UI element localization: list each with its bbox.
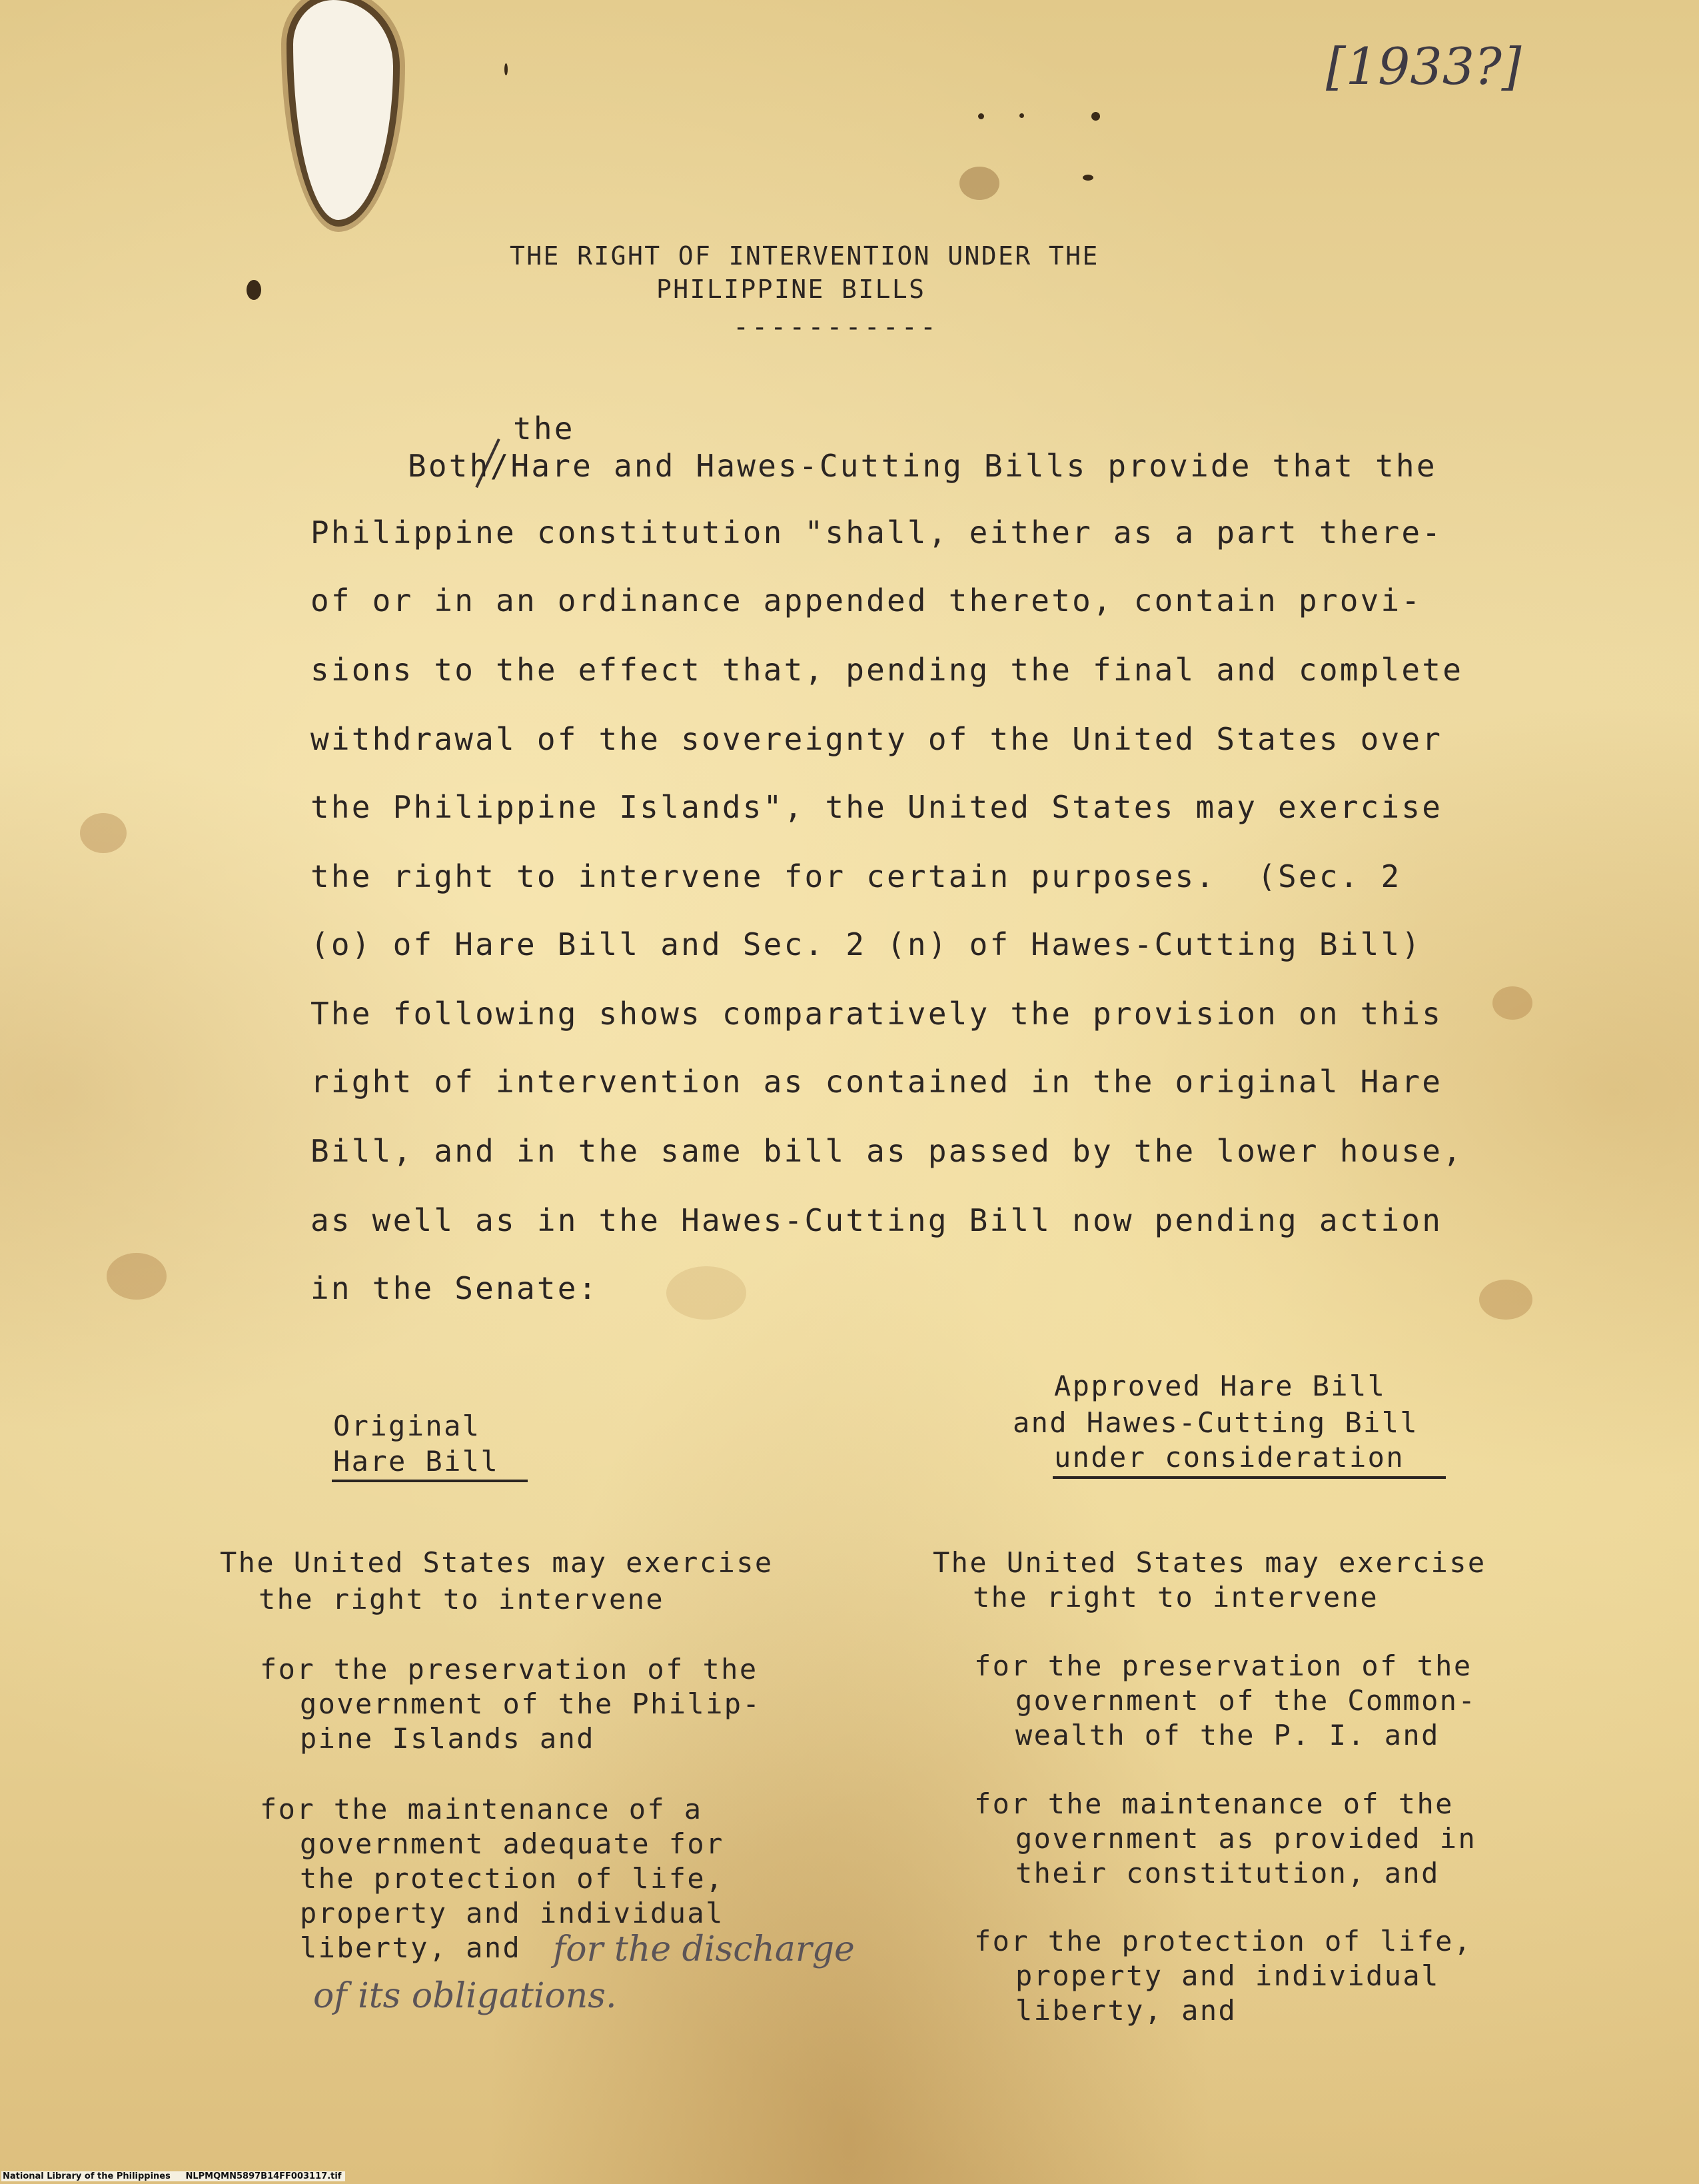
speck	[978, 113, 984, 119]
right-item-2: for the maintenance of the	[974, 1787, 1454, 1820]
torn-hole	[293, 0, 393, 220]
right-intro: The United States may exercise	[933, 1546, 1486, 1579]
stain	[959, 167, 999, 200]
handwritten-addition: of its obligations.	[313, 1976, 617, 2016]
handwritten-date: [1933?]	[1326, 37, 1522, 96]
body-line: Both/Hare and Hawes-Cutting Bills provide that the	[408, 448, 1437, 484]
right-item-2: their constitution, and	[1015, 1857, 1440, 1889]
right-heading-line-2: and Hawes-Cutting Bill	[1013, 1406, 1419, 1439]
left-intro: The United States may exercise	[220, 1546, 774, 1579]
body-line: The following shows comparatively the provision on this	[310, 996, 1443, 1032]
title-underline: -----------	[733, 312, 939, 343]
stain	[1479, 1280, 1532, 1320]
left-item-2: the protection of life,	[300, 1862, 724, 1895]
handwritten-addition: for the discharge	[553, 1929, 855, 1969]
body-line: (o) of Hare Bill and Sec. 2 (n) of Hawes-Cutting Bill)	[310, 926, 1422, 962]
speck	[1083, 175, 1093, 181]
left-item-1: pine Islands and	[300, 1722, 595, 1755]
right-item-3: property and individual	[1015, 1959, 1440, 1992]
body-line: of or in an ordinance appended thereto, contain provi-	[310, 582, 1422, 618]
right-item-3: liberty, and	[1015, 1994, 1237, 2027]
title-line-2: PHILIPPINE BILLS	[656, 275, 926, 304]
body-line: in the Senate:	[310, 1270, 599, 1306]
right-item-1: wealth of the P. I. and	[1015, 1719, 1440, 1751]
inserted-word: the	[513, 411, 575, 447]
right-item-3: for the protection of life,	[974, 1925, 1472, 1957]
left-intro: the right to intervene	[259, 1583, 665, 1616]
left-heading-line-1: Original	[333, 1410, 481, 1442]
left-item-2: property and individual	[300, 1897, 724, 1929]
right-item-1: for the preservation of the	[974, 1649, 1472, 1682]
left-item-2: for the maintenance of a	[260, 1793, 703, 1825]
body-line: right of intervention as contained in the original Hare	[310, 1064, 1443, 1100]
body-line: sions to the effect that, pending the final and complete	[310, 652, 1464, 688]
body-line: the Philippine Islands", the United States may exercise	[310, 789, 1443, 825]
body-line: Bill, and in the same bill as passed by the lower house,	[310, 1133, 1464, 1169]
left-item-2: liberty, and	[300, 1931, 522, 1964]
stain	[666, 1266, 746, 1320]
scan-footer: National Library of the Philippines NLPMQMN5897B14FF003117.tif	[1, 2171, 345, 2181]
right-heading-line-1: Approved Hare Bill	[1054, 1370, 1387, 1402]
right-item-1: government of the Common-	[1015, 1684, 1477, 1717]
left-heading-underline	[332, 1480, 528, 1482]
left-item-1: government of the Philip-	[300, 1687, 762, 1720]
stain	[80, 813, 127, 853]
right-heading-line-3: under consideration	[1054, 1441, 1405, 1474]
speck	[504, 63, 508, 75]
left-heading-line-2: Hare Bill	[333, 1445, 500, 1478]
right-item-2: government as provided in	[1015, 1822, 1477, 1855]
body-line: as well as in the Hawes-Cutting Bill now pending action	[310, 1202, 1443, 1238]
left-item-1: for the preservation of the	[260, 1653, 758, 1685]
title-line-1: THE RIGHT OF INTERVENTION UNDER THE	[510, 241, 1099, 271]
stain	[107, 1253, 167, 1300]
speck	[247, 280, 261, 300]
speck	[1019, 113, 1024, 118]
left-item-2: government adequate for	[300, 1827, 724, 1860]
right-intro: the right to intervene	[973, 1581, 1379, 1614]
speck	[1091, 112, 1100, 121]
body-line: the right to intervene for certain purposes. (Sec. 2	[310, 858, 1402, 894]
stain	[1492, 986, 1532, 1020]
right-heading-underline	[1053, 1476, 1446, 1479]
body-line: withdrawal of the sovereignty of the United States over	[310, 721, 1443, 757]
body-line: Philippine constitution "shall, either as a part there-	[310, 515, 1443, 550]
